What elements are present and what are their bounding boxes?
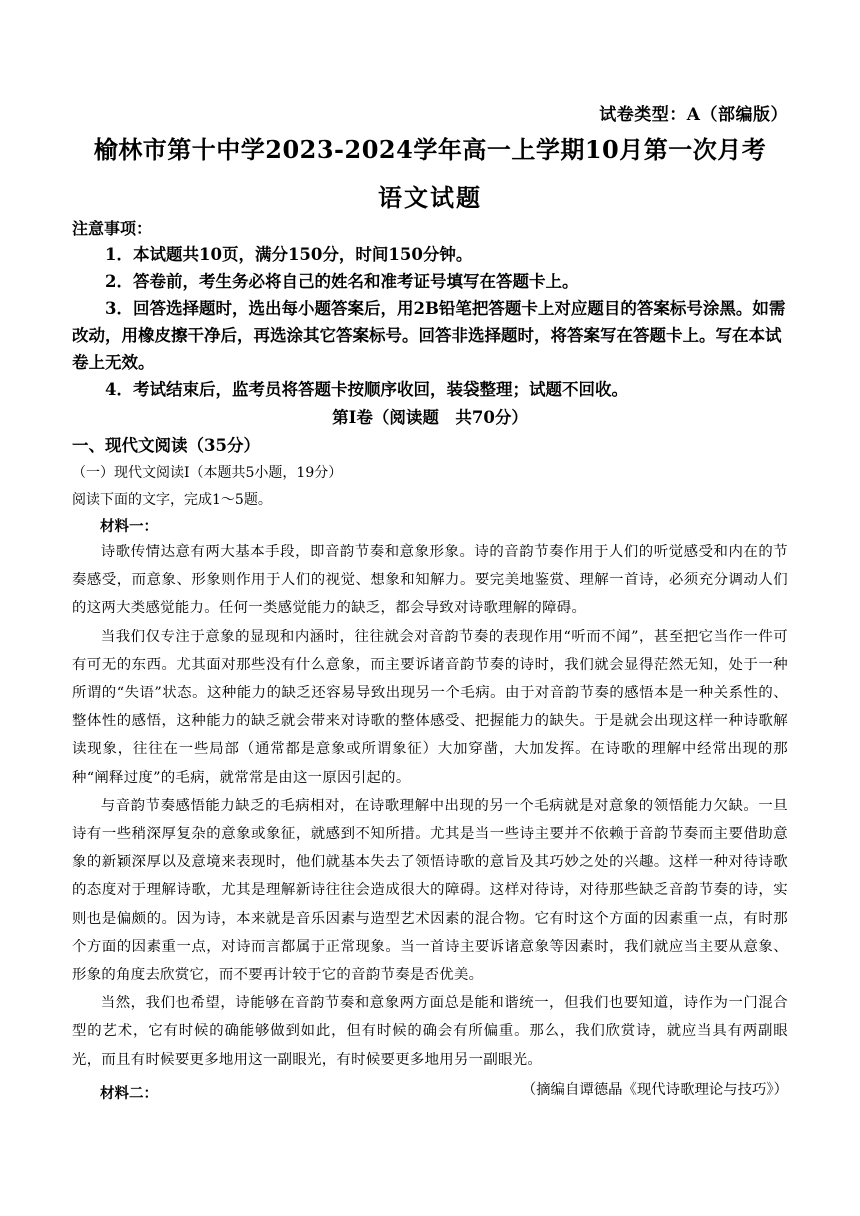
note-item-1: 1．本试题共10页，满分150分，时间150分钟。 [105, 245, 473, 264]
material-1-paragraph-1: 诗歌传情达意有两大基本手段，即音韵节奏和意象形象。诗的音韵节奏作用于人们的听觉感受和内在的节奏感受，而意象、形象则作用于人们的视觉、想象和知解力。要完美地鉴赏、理解一首诗，必须充分调动人们的这两大类感觉能力。任何一类感觉能力的缺乏，都会导致对诗歌理解的障碍。 [72, 544, 788, 617]
notes-heading: 注意事项： [72, 219, 153, 238]
reading-instruction: 阅读下面的文字，完成1～5题。 [72, 492, 272, 508]
material-2-label: 材料二： [100, 1085, 158, 1102]
material-1-label: 材料一： [100, 518, 158, 535]
material-1-body [72, 538, 788, 1104]
note-item-3: 3．回答选择题时，选出每小题答案后，用2B铅笔把答题卡上对应题目的答案标号涂黑。如需改动，用橡皮擦干净后，再选涂其它答案标号。回答非选择题时，将答案写在答题卡上。写在本试卷上无效。 [72, 299, 786, 372]
section-title: 一、现代文阅读（35分） [72, 436, 260, 455]
subsection-title: （一）现代文阅读Ⅰ（本题共5小题，19分） [72, 465, 343, 481]
exam-subtitle: 语文试题 [378, 183, 482, 212]
material-1-source: （摘编自谭德晶《现代诗歌理论与技巧》） [521, 1081, 788, 1098]
note-item-4: 4．考试结束后，监考员将答题卡按顺序收回，装袋整理；试题不回收。 [105, 380, 628, 399]
note-item-2: 2．答卷前，考生务必将自己的姓名和准考证号填写在答题卡上。 [105, 272, 579, 291]
paper-type-label: 试卷类型：A（部编版） [599, 105, 788, 125]
notes-section [72, 217, 788, 403]
part-title: 第Ⅰ卷（阅读题 共70分） [332, 408, 528, 427]
material-1-paragraph-3: 与音韵节奏感悟能力缺乏的毛病相对，在诗歌理解中出现的另一个毛病就是对意象的领悟能力欠缺。一旦诗有一些稍深厚复杂的意象或象征，就感到不知所措。尤其是当一些诗主要并不依赖于音韵节奏而主要借助意象的新颖深厚以及意境来表现时，他们就基本失去了领悟诗歌的意旨及其巧妙之处的兴趣。这样一种对待诗歌的态度对于理解诗歌，尤其是理解新诗往往会造成很大的障碍。这样对待诗，对待那些缺乏音韵节奏的诗，实则也是偏颇的。因为诗，本来就是音乐因素与造型艺术因素的混合物。它有时这个方面的因素重一点，有时那个方面的因素重一点，对诗而言都属于正常现象。当一首诗主要诉诸意象等因素时，我们就应当主要从意象、形象的角度去欣赏它，而不要再计较于它的音韵节奏是否优美。 [72, 797, 788, 984]
material-1-paragraph-4: 当然，我们也希望，诗能够在音韵节奏和意象两方面总是能和谐统一，但我们也要知道，诗作为一门混合型的艺术，它有时候的确能够做到如此，但有时候的确会有所偏重。那么，我们欣赏诗，就应当具有两副眼光，而且有时候要更多地用这一副眼光，有时候要更多地用另一副眼光。 [72, 995, 788, 1068]
exam-title: 榆林市第十中学2023-2024学年高一上学期10月第一次月考 [93, 135, 767, 164]
material-1-paragraph-2: 当我们仅专注于意象的显现和内涵时，往往就会对音韵节奏的表现作用“听而不闻”，甚至把它当作一件可有可无的东西。尤其面对那些没有什么意象，而主要诉诸音韵节奏的诗时，我们就会显得茫然无知，处于一种所谓的“失语”状态。这种能力的缺乏还容易导致出现另一个毛病。由于对音韵节奏的感悟本是一种关系性的、整体性的感悟，这种能力的缺乏就会带来对诗歌的整体感受、把握能力的缺失。于是就会出现这样一种诗歌解读现象，往往在一些局部（通常都是意象或所谓象征）大加穿凿，大加发挥。在诗歌的理解中经常出现的那种“阐释过度”的毛病，就常常是由这一原因引起的。 [72, 628, 788, 786]
